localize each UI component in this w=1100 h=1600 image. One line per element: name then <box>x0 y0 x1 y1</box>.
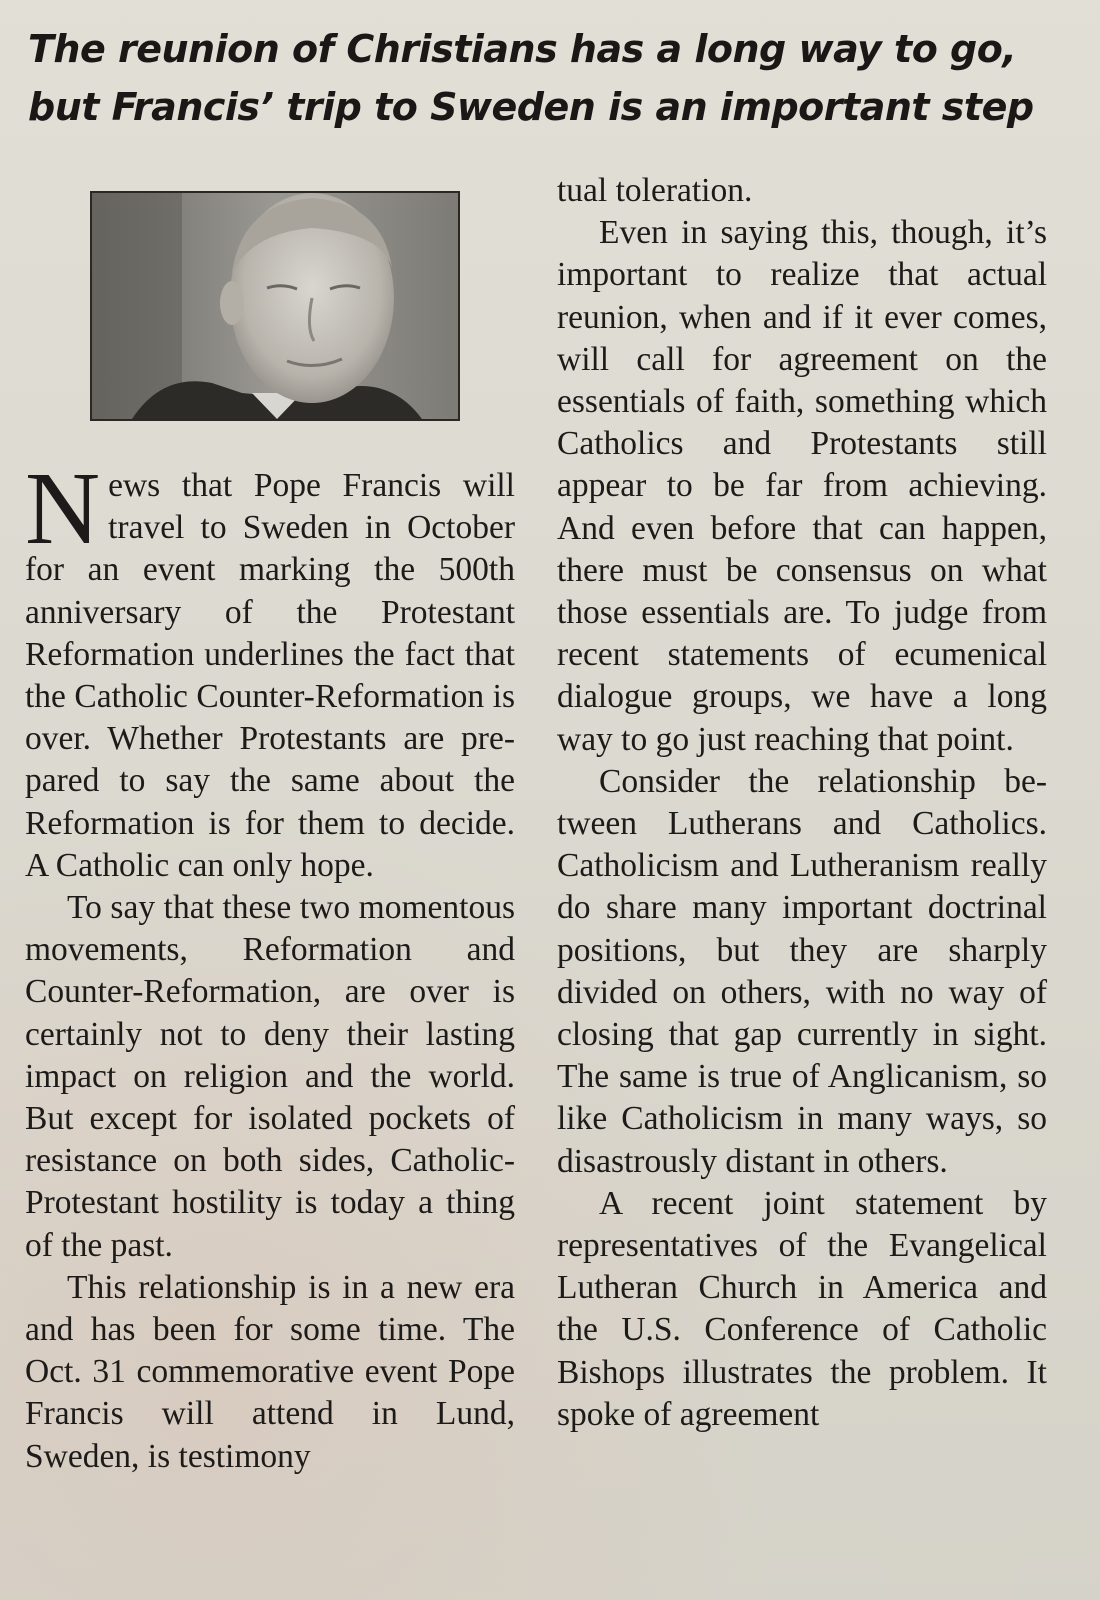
paragraph-continued: tual toleration. <box>557 172 753 209</box>
paragraph-6: A recent joint statement by representatives of the Evangelical Lutheran Church in America and the U.S. Conference of Catholic Bishops illustrates the problem. It spoke of agreement <box>557 1184 1047 1433</box>
right-column <box>557 170 1047 1436</box>
author-photo <box>90 191 460 421</box>
paragraph-5: Consider the relationship between Lutherans and Catholics. Catholicism and Lutheranism really do share many important doctrinal positions, but they are sharply divided on others, with no way of closing that gap currently in sight. The same is true of Anglicanism, so like Catholicism in many ways, so disastrously distant in others. <box>557 762 1047 1180</box>
paragraph-1 <box>25 451 515 887</box>
paragraph-4: Even in saying this, though, it’s important to realize that actual reunion, when and if it ever comes, will call for agreement on the essentials of faith, something which Catholics and Protestants still appear to be far from achieving. And even before that can happen, there must be consensus on what those essentials are. To judge from recent statements of ecumenical dialogue groups, we have a long way to go just reaching that point. <box>557 214 1047 758</box>
drop-cap: N <box>25 451 101 566</box>
paragraph-3: This relationship is in a new era and has been for some time. The Oct. 31 commemorative event Pope Francis will attend in Lund, Sweden, is testimony <box>25 1268 515 1475</box>
paragraph-2: To say that these two momentous movements, Reformation and Counter-Reformation, are over is certainly not to deny their lasting impact on religion and the world. But except for isolated pockets of resistance on both sides, Catholic-Protestant hostility is today a thing of the past. <box>25 889 515 1264</box>
left-column <box>25 451 515 1478</box>
headline: The reunion of Christians has a long way to go, but Francis’ trip to Sweden is an important step <box>28 27 1034 129</box>
author-portrait-image <box>92 193 458 419</box>
paragraph-1-text: ews that Pope Francis will travel to Sweden in October for an event marking the 500th anniversary of the Protestant Reformation underlines the fact that the Catholic Counter-Reformation is over. Whether Protestants are prepared to say the same about the Reformation is for them to decide. A Catholic can only hope. <box>25 467 515 884</box>
